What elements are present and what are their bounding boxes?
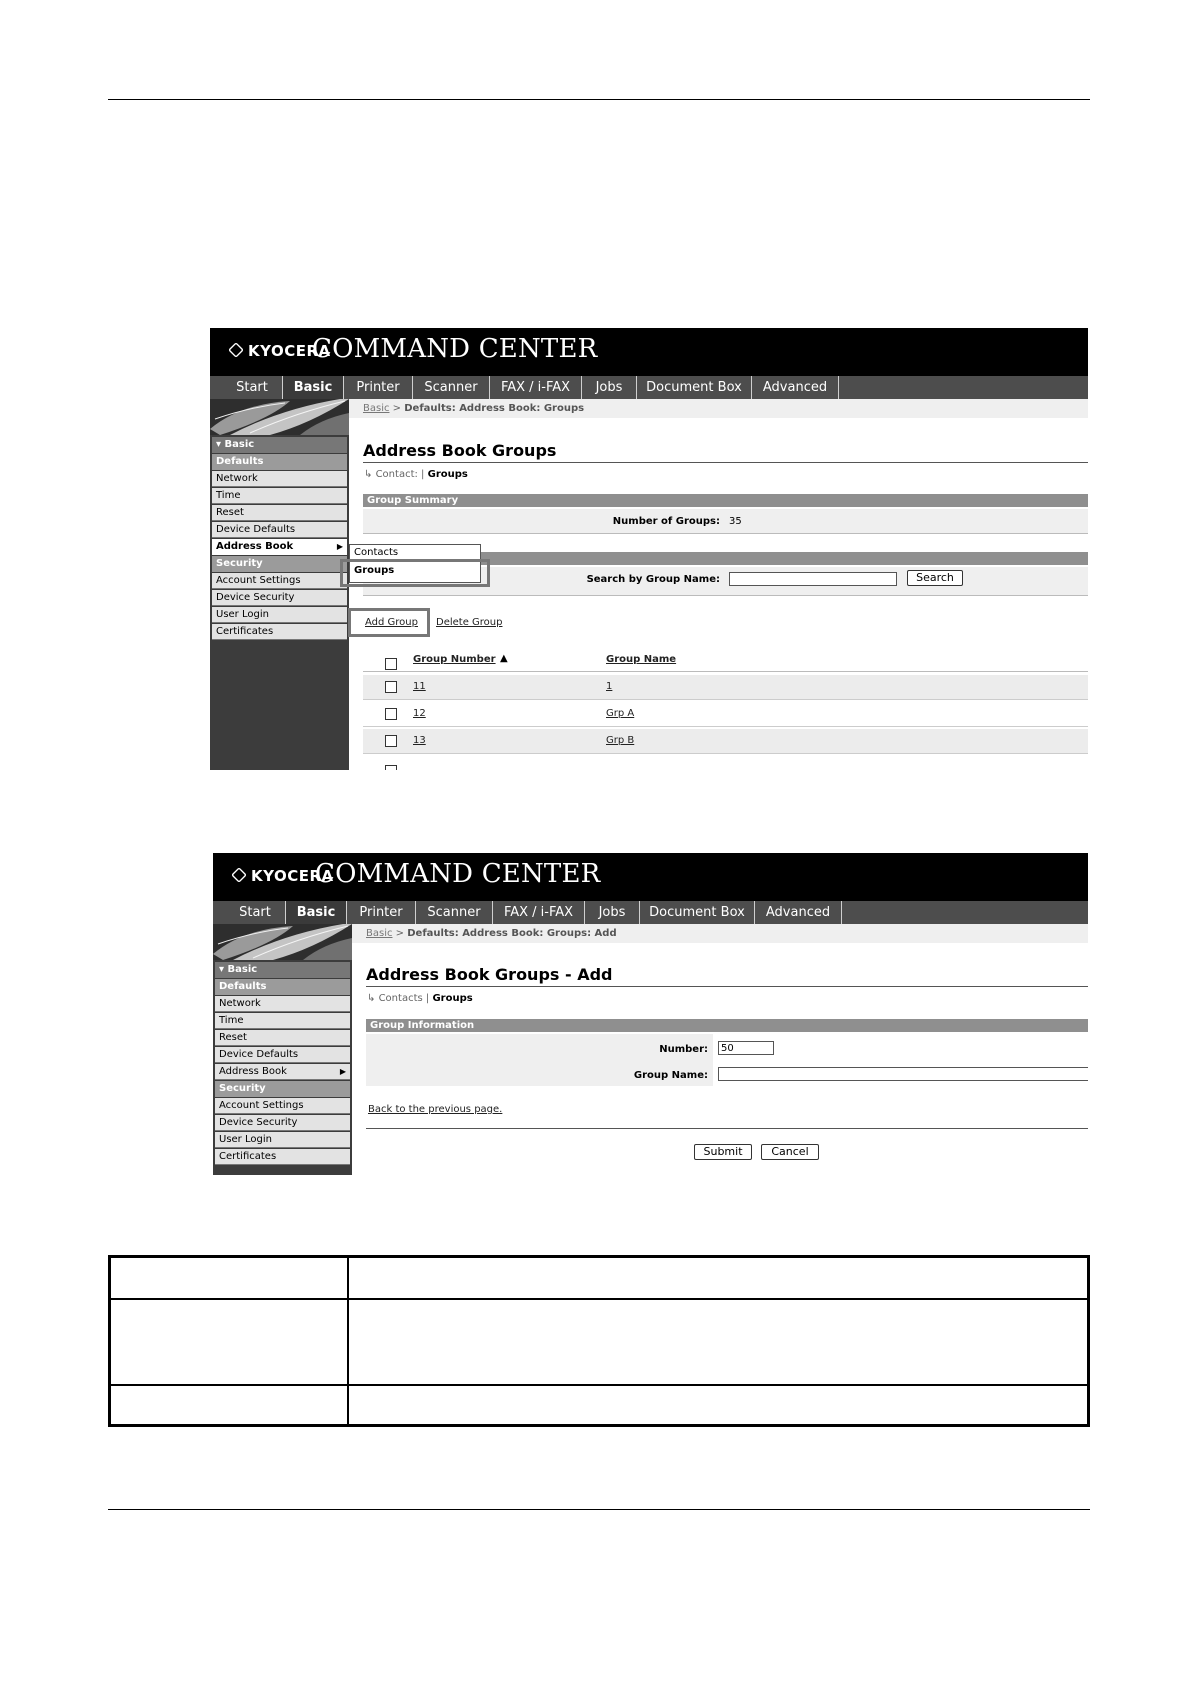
sidebar-defaults-header: Defaults xyxy=(212,454,347,470)
chevron-right-icon: ▶ xyxy=(336,542,343,551)
row-checkbox[interactable] xyxy=(385,681,397,693)
tab-printer[interactable]: Printer xyxy=(347,901,416,924)
sub-link-groups: Groups xyxy=(427,469,468,480)
select-all-checkbox[interactable] xyxy=(385,658,397,670)
kyocera-logo: KYOCERA xyxy=(228,342,331,360)
sidebar xyxy=(213,924,352,1175)
sidebar-item-account-settings[interactable]: Account Settings xyxy=(215,1098,350,1114)
flyout-item-groups[interactable]: Groups xyxy=(354,565,395,576)
group-number-link[interactable]: 11 xyxy=(413,681,426,692)
column-header-group-number[interactable]: Group Number xyxy=(413,654,496,665)
sidebar-item-address-book[interactable]: Address Book ▶ xyxy=(215,1064,350,1080)
leaf-photo xyxy=(213,924,352,960)
title-rule xyxy=(363,462,1088,463)
tab-fax[interactable]: FAX / i-FAX xyxy=(490,376,582,399)
cancel-button[interactable]: Cancel xyxy=(761,1144,819,1160)
submit-button[interactable]: Submit xyxy=(694,1144,752,1160)
table-column-divider xyxy=(347,1258,349,1424)
sidebar-item-device-security[interactable]: Device Security xyxy=(215,1115,350,1131)
sidebar-item-certificates[interactable]: Certificates xyxy=(212,624,347,640)
sub-navigation: ↳ Contact: | Groups xyxy=(364,469,468,480)
sub-link-groups: Groups xyxy=(432,993,473,1004)
table-rule xyxy=(111,1384,1087,1386)
tab-start[interactable]: Start xyxy=(222,376,283,399)
group-name-link[interactable]: Grp A xyxy=(606,708,635,719)
kyocera-logo-icon xyxy=(231,867,247,883)
main-nav xyxy=(213,901,1088,924)
sidebar-banner-image xyxy=(210,399,349,435)
search-by-group-name-label: Search by Group Name: xyxy=(586,574,720,585)
row-checkbox[interactable] xyxy=(385,708,397,720)
form-bottom-rule xyxy=(366,1128,1088,1129)
table-row xyxy=(363,729,1088,754)
table-rule xyxy=(111,1298,1087,1300)
sidebar-security-header: Security xyxy=(215,1081,350,1097)
section-group-summary: Group Summary xyxy=(363,494,1088,507)
sidebar xyxy=(210,399,349,770)
sidebar-basic[interactable]: ▾ Basic xyxy=(212,437,347,453)
title-rule xyxy=(366,986,1088,987)
tab-scanner[interactable]: Scanner xyxy=(416,901,493,924)
tab-jobs[interactable]: Jobs xyxy=(585,901,640,924)
breadcrumb-link-basic[interactable]: Basic xyxy=(366,928,393,939)
app-title: COMMAND CENTER xyxy=(315,859,601,889)
sub-link-contacts[interactable]: Contact: xyxy=(375,469,418,480)
add-group-highlight xyxy=(348,608,430,637)
flyout-item-contacts[interactable]: Contacts xyxy=(354,547,399,558)
sub-link-contacts[interactable]: Contacts xyxy=(378,993,423,1004)
section-group-information: Group Information xyxy=(366,1019,1088,1032)
tab-document-box[interactable]: Document Box xyxy=(640,901,755,924)
screenshot-groups-add xyxy=(213,853,1088,1175)
group-number-input[interactable]: 50 xyxy=(718,1041,774,1055)
breadcrumb-path: Defaults: Address Book: Groups: Add xyxy=(407,928,617,939)
group-name-link[interactable]: 1 xyxy=(606,681,613,692)
delete-group-link[interactable]: Delete Group xyxy=(436,617,503,628)
tab-basic[interactable]: Basic xyxy=(286,901,347,924)
sidebar-basic[interactable]: ▾ Basic xyxy=(215,962,350,978)
sidebar-item-network[interactable]: Network xyxy=(212,471,347,487)
tab-basic[interactable]: Basic xyxy=(283,376,344,399)
sidebar-banner-image xyxy=(213,924,352,960)
page-title: Address Book Groups - Add xyxy=(366,965,613,984)
sidebar-item-certificates[interactable]: Certificates xyxy=(215,1149,350,1165)
sidebar-item-address-book[interactable]: Address Book ▶ xyxy=(212,539,347,555)
page-title: Address Book Groups xyxy=(363,441,557,460)
number-of-groups-label: Number of Groups: xyxy=(612,516,720,527)
main-nav xyxy=(210,376,1088,399)
tab-document-box[interactable]: Document Box xyxy=(637,376,752,399)
sidebar-item-reset[interactable]: Reset xyxy=(212,505,347,521)
tab-fax[interactable]: FAX / i-FAX xyxy=(493,901,585,924)
sidebar-item-user-login[interactable]: User Login xyxy=(215,1132,350,1148)
table-row xyxy=(363,675,1088,700)
table-row xyxy=(363,702,1088,727)
breadcrumb: Basic > Defaults: Address Book: Groups xyxy=(349,399,1088,418)
header-bar xyxy=(213,853,1088,901)
app-title: COMMAND CENTER xyxy=(312,334,598,364)
return-arrow-icon: ↳ xyxy=(364,469,373,480)
page-bottom-rule xyxy=(108,1509,1090,1510)
sidebar-item-network[interactable]: Network xyxy=(215,996,350,1012)
breadcrumb-link-basic[interactable]: Basic xyxy=(363,403,390,414)
breadcrumb-path: Defaults: Address Book: Groups xyxy=(404,403,585,414)
tab-start[interactable]: Start xyxy=(225,901,286,924)
sidebar-item-device-defaults[interactable]: Device Defaults xyxy=(215,1047,350,1063)
tab-advanced[interactable]: Advanced xyxy=(755,901,842,924)
number-of-groups-value: 35 xyxy=(729,516,742,527)
screenshot-groups xyxy=(210,328,1088,770)
page-top-rule xyxy=(108,99,1090,100)
group-name-link[interactable]: Grp B xyxy=(606,735,635,746)
sidebar-security-header: Security xyxy=(212,556,347,572)
row-checkbox[interactable] xyxy=(385,765,397,770)
sidebar-item-user-login[interactable]: User Login xyxy=(212,607,347,623)
sort-ascending-icon: ▲ xyxy=(500,653,508,664)
group-number-link[interactable]: 12 xyxy=(413,708,426,719)
number-label: Number: xyxy=(659,1044,708,1055)
row-checkbox[interactable] xyxy=(385,735,397,747)
sidebar-item-time[interactable]: Time xyxy=(212,488,347,504)
back-to-previous-page-link[interactable]: Back to the previous page. xyxy=(368,1104,503,1115)
groups-highlight xyxy=(340,559,490,587)
sub-navigation: ↳ Contacts | Groups xyxy=(367,993,473,1004)
summary-row xyxy=(363,509,1088,534)
sidebar-defaults-header: Defaults xyxy=(215,979,350,995)
group-name-search-input[interactable] xyxy=(729,572,897,586)
group-name-label: Group Name: xyxy=(633,1070,708,1081)
search-button[interactable]: Search xyxy=(907,570,963,586)
tab-scanner[interactable]: Scanner xyxy=(413,376,490,399)
chevron-right-icon: ▶ xyxy=(339,1067,346,1076)
sidebar-item-device-security[interactable]: Device Security xyxy=(212,590,347,606)
group-name-input[interactable] xyxy=(718,1067,1088,1081)
header-bar xyxy=(210,328,1088,376)
settings-table xyxy=(108,1255,1090,1427)
sidebar-item-reset[interactable]: Reset xyxy=(215,1030,350,1046)
add-group-link[interactable]: Add Group xyxy=(365,617,418,628)
kyocera-logo-icon xyxy=(228,342,244,358)
sidebar-item-time[interactable]: Time xyxy=(215,1013,350,1029)
return-arrow-icon: ↳ xyxy=(367,993,376,1004)
sidebar-item-device-defaults[interactable]: Device Defaults xyxy=(212,522,347,538)
tab-jobs[interactable]: Jobs xyxy=(582,376,637,399)
column-header-group-name[interactable]: Group Name xyxy=(606,654,677,665)
header-rule xyxy=(363,671,1088,672)
breadcrumb: Basic > Defaults: Address Book: Groups: Add xyxy=(352,924,1088,943)
kyocera-logo: KYOCERA xyxy=(231,867,334,885)
group-number-link[interactable]: 13 xyxy=(413,735,426,746)
tab-printer[interactable]: Printer xyxy=(344,376,413,399)
tab-advanced[interactable]: Advanced xyxy=(752,376,839,399)
leaf-photo xyxy=(210,399,349,435)
sidebar-item-account-settings[interactable]: Account Settings xyxy=(212,573,347,589)
